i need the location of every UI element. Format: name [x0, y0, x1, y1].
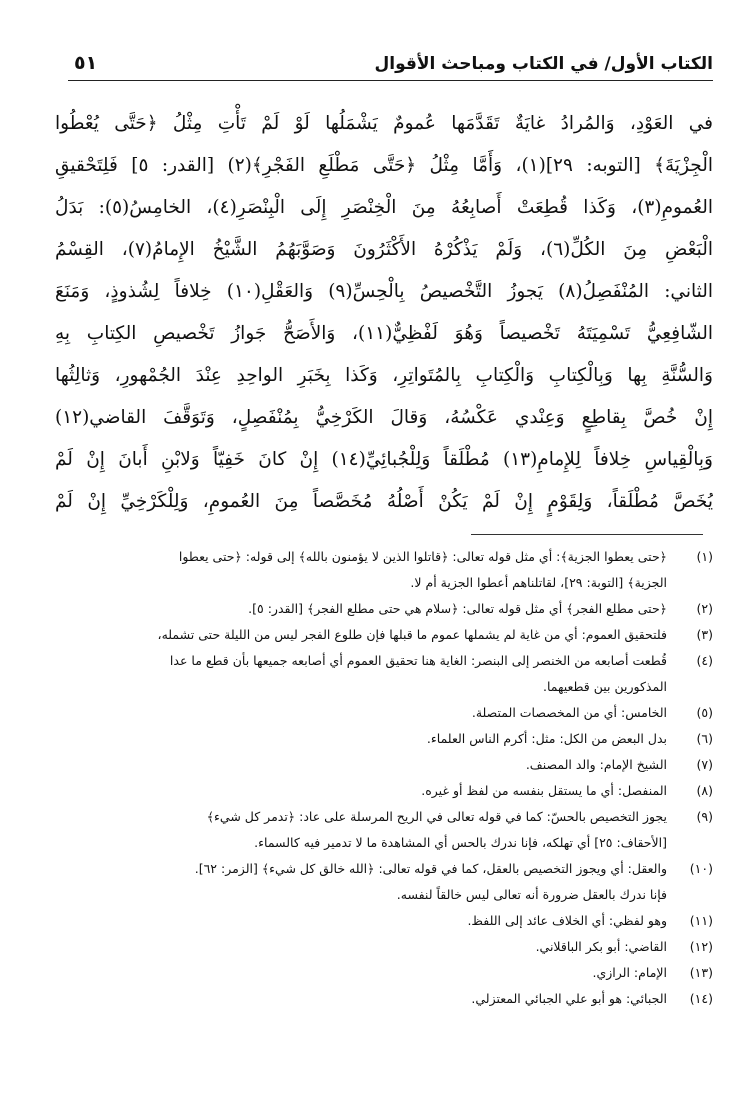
- footnote-text: وهو لفظي: أي الخلاف عائد إلى اللفظ.: [467, 913, 667, 928]
- footnote-text: الإمام: الرازي.: [592, 965, 667, 980]
- footnote-text: ﴿حتى مطلع الفجر﴾ أي مثل قوله تعالى: ﴿سلام هي حتى مطلع الفجر﴾ [القدر: ٥].: [248, 601, 667, 616]
- footnote-text: ﴿حتى يعطوا الجزية﴾: أي مثل قوله تعالى: ﴿قاتلوا الذين لا يؤمنون بالله﴾ إلى قوله: ﴿حتى يعطوا: [178, 549, 667, 564]
- main-line: الثاني: المُنْفَصِلُ(٨) يَجوزُ التَّخْصيصُ بِالْحِسِّ(٩) وَالعَقْلِ(١٠) خِلافاً لِشُذوذٍ، وَمَنَعَ: [55, 281, 713, 302]
- footnote: [48, 700, 713, 726]
- footnote-text: قُطعت أصابعه من الخنصر إلى البنصر: الغاية هنا تحقيق العموم أي أصابعه جميعها بأن قطع ما عدا: [169, 653, 667, 668]
- footnote: [48, 986, 713, 1012]
- footnote-number: (١): [696, 549, 713, 564]
- footnote-number: (٣): [696, 627, 713, 642]
- header-title: الكتاب الأول/ في الكتاب ومباحث الأقوال: [374, 54, 713, 74]
- footnote-number: (١٤): [689, 991, 713, 1006]
- footnote-number: (١٢): [689, 939, 713, 954]
- main-line: الشّافِعِيُّ تَسْمِيَتَهُ تَخْصيصاً وَهُوَ لَفْظِيٌّ(١١)، وَالأَصَحُّ جَوازُ تَخْصيصِ الكِتابِ بِهِ: [55, 323, 713, 344]
- footnote-divider: [471, 534, 703, 535]
- footnote: [48, 804, 713, 856]
- footnote: [48, 596, 713, 622]
- footnote: [48, 856, 713, 908]
- main-line: إِنْ خُصَّ بِقاطِعٍ وَعِنْدي عَكْسُهُ، وَقالَ الكَرْخِيُّ بِمُنْفَصِلٍ، وَتَوَقَّفَ القاضي(١٢): [55, 407, 713, 428]
- footnote-text: المنفصل: أي ما يستقل بنفسه من لفظ أو غيره.: [421, 783, 667, 798]
- footnote-text: الخامس: أي من المخصصات المتصلة.: [471, 705, 667, 720]
- footnote-number: (١١): [689, 913, 713, 928]
- footnote-number: (٢): [696, 601, 713, 616]
- running-header: [68, 48, 713, 81]
- footnote-number: (٥): [696, 705, 713, 720]
- footnote: [48, 726, 713, 752]
- footnote: [48, 934, 713, 960]
- footnote-text: الجزية﴾ [التوبة: ٢٩]، لقاتلناهم أعطوا الجزية أم لا.: [410, 575, 667, 590]
- footnote-text: يجوز التخصيص بالحسّ: كما في قوله تعالى في الريح المرسلة على عاد: ﴿تدمر كل شيء﴾: [206, 809, 667, 824]
- footnote-number: (٤): [696, 653, 713, 668]
- main-line: الْجِزْيَةَ﴾ [التوبه: ٢٩](١)، وَأَمَّا مِثْلُ ﴿حَتَّى مَطْلَعِ الفَجْرِ﴾(٢) [القدر: ٥] فَلِتَحْقيقِ: [55, 155, 713, 176]
- footnote-text: فإنا ندرك بالعقل ضرورة أنه تعالى ليس خالقاً لنفسه.: [396, 887, 667, 902]
- footnote-number: (٨): [696, 783, 713, 798]
- main-line: العُمومِ(٣)، وَكَذا قُطِعَتْ أَصابِعُهُ مِنَ الْخِنْصَرِ إِلَى الْبِنْصَرِ(٤)، الخامِسُ(٥): بَدَلُ: [55, 197, 713, 218]
- footnote: [48, 960, 713, 986]
- footnote-text: بدل البعض من الكل: مثل: أكرم الناس العلماء.: [426, 731, 667, 746]
- footnote-number: (٩): [696, 809, 713, 824]
- footnote-text: الشيخ الإمام: والد المصنف.: [525, 757, 667, 772]
- footnote: [48, 752, 713, 778]
- footnote: [48, 908, 713, 934]
- main-line: الْبَعْضِ مِنَ الكُلِّ(٦)، وَلَمْ يَذْكُرْهُ الأَكْثَرُونَ وَصَوَّبَهُمُ الشَّيْخُ الإِمامُ(٧)، القِسْمُ: [55, 239, 713, 260]
- footnote-number: (٦): [696, 731, 713, 746]
- footnote: [48, 778, 713, 804]
- footnote-text: الجبائي: هو أبو علي الجبائي المعتزلي.: [471, 991, 667, 1006]
- footnote: [48, 622, 713, 648]
- footnote: [48, 544, 713, 596]
- footnote-text: المذكورين بين قطعيهما.: [542, 679, 667, 694]
- footnote-number: (١٣): [689, 965, 713, 980]
- main-line: وَالسُّنَّةِ بِها وَبِالْكِتابِ وَالْكِتابِ بِالمُتَواتِرِ، وَكَذا بِخَبَرِ الواحِدِ عِنْدَ الجُمْهورِ، وَثالِثُها: [55, 365, 713, 386]
- main-line: وَبِالْقِياسِ خِلافاً لِلإِمامِ(١٣) مُطْلَقاً وَلِلْجُبائِيِّ(١٤) إِنْ كانَ خَفِيّاً وَلابْنِ أَبانَ إِنْ لَمْ: [55, 449, 713, 470]
- main-line: يُخَصَّ مُطْلَقاً، وَلِقَوْمٍ إِنْ لَمْ يَكُنْ أَصْلُهُ مُخَصَّصاً مِنَ العُمومِ، وَلِلْكَرْخِيِّ إِنْ لَمْ: [55, 491, 713, 512]
- footnote-text: القاضي: أبو بكر الباقلاني.: [535, 939, 667, 954]
- footnote-text: والعقل: أي ويجوز التخصيص بالعقل، كما في قوله تعالى: ﴿الله خالق كل شيء﴾ [الزمر: ٦٢].: [194, 861, 667, 876]
- main-line: في العَوْدِ، وَالمُرادُ غايَةٌ تَقَدَّمَها عُمومٌ يَشْمَلُها لَوْ لَمْ تَأْتِ مِثْلُ ﴿حَتَّى يُعْطُوا: [55, 113, 713, 134]
- footnote-text: فلتحقيق العموم: أي من غاية لم يشملها عموم ما قبلها فإن طلوع الفجر ليس من الليلة حتى تشمله،: [157, 627, 667, 642]
- main-text: [55, 103, 713, 523]
- page-number: ٥١: [74, 52, 98, 74]
- footnote-text: [الأحقاف: ٢٥] أي تهلكه، فإنا ندرك بالحس أي المشاهدة ما لا تدمير فيه كالسماء.: [254, 835, 667, 850]
- footnote: [48, 648, 713, 700]
- footnote-number: (١٠): [689, 861, 713, 876]
- footnote-number: (٧): [696, 757, 713, 772]
